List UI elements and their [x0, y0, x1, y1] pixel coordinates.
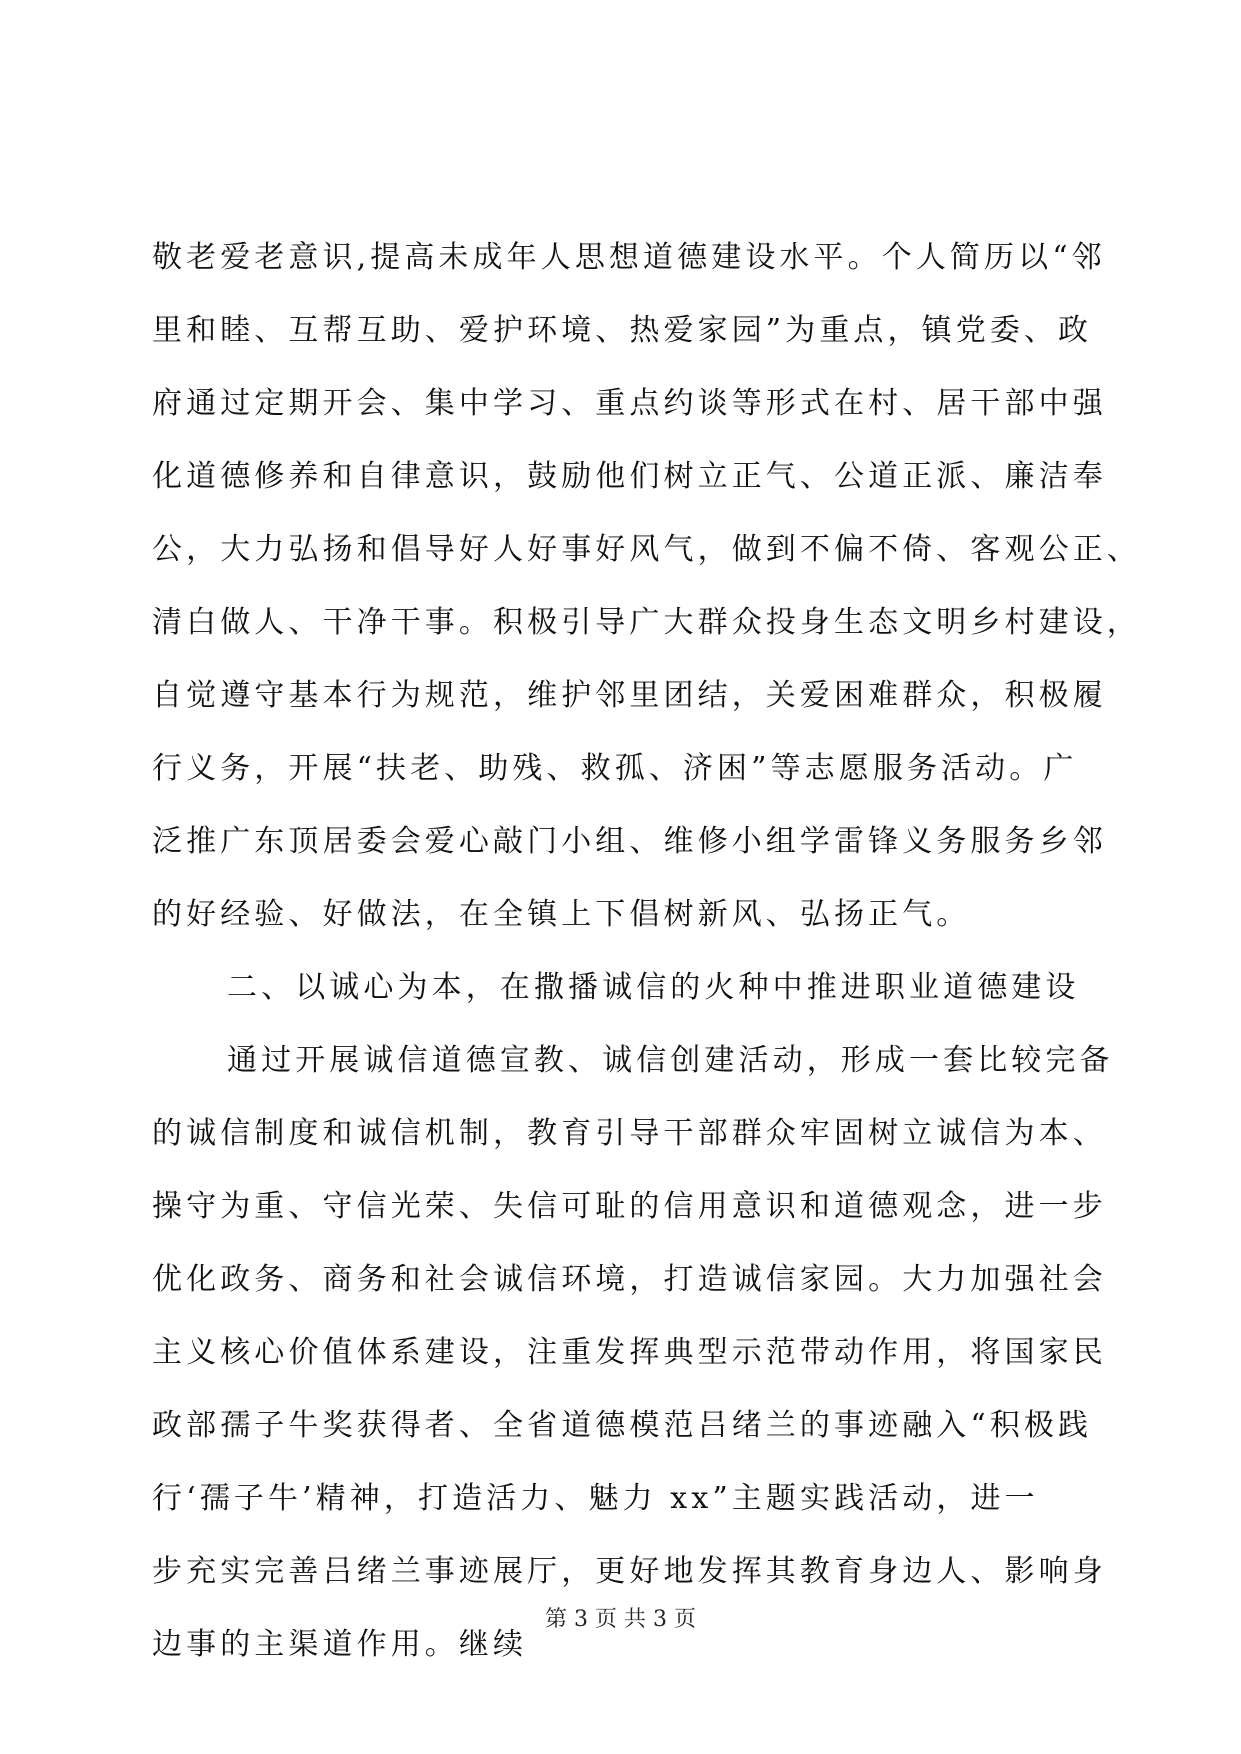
- text-line: 里和睦、互帮互助、爱护环境、热爱家园”为重点，镇党委、政: [152, 313, 1093, 348]
- text-line: 自觉遵守基本行为规范，维护邻里团结，关爱困难群众，积极履: [152, 678, 1107, 713]
- text-line: 府通过定期开会、集中学习、重点约谈等形式在村、居干部中强: [152, 386, 1107, 421]
- section-heading: 二、以诚心为本，在撒播诚信的火种中推进职业道德建设: [227, 970, 1080, 1005]
- text-line: 政部孺子牛奖获得者、全省道德模范吕绪兰的事迹融入“积极践: [152, 1408, 1093, 1443]
- text-line: 行义务，开展“扶老、助残、救孤、济困”等志愿服务活动。广: [152, 751, 1078, 786]
- body-text: [152, 228, 1141, 1688]
- text-line: 清白做人、干净干事。积极引导广大群众投身生态文明乡村建设，: [152, 605, 1141, 640]
- text-line: 的好经验、好做法，在全镇上下倡树新风、弘扬正气。: [152, 897, 971, 932]
- text-line: 操守为重、守信光荣、失信可耻的信用意识和道德观念，进一步: [152, 1189, 1107, 1224]
- text-line: 步充实完善吕绪兰事迹展厅，更好地发挥其教育身边人、影响身: [152, 1554, 1107, 1589]
- text-line: 化道德修养和自律意识，鼓励他们树立正气、公道正派、廉洁奉: [152, 459, 1107, 494]
- text-line: 边事的主渠道作用。继续: [152, 1627, 528, 1662]
- text-line: 泛推广东顶居委会爱心敲门小组、维修小组学雷锋义务服务乡邻: [152, 824, 1107, 859]
- text-line: 公，大力弘扬和倡导好人好事好风气，做到不偏不倚、客观公正、: [152, 532, 1141, 567]
- text-line: 的诚信制度和诚信机制，教育引导干部群众牢固树立诚信为本、: [152, 1116, 1107, 1151]
- text-line: 优化政务、商务和社会诚信环境，打造诚信家园。大力加强社会: [152, 1262, 1107, 1297]
- text-line: 行‘孺子牛’精神，打造活力、魅力 xx”主题实践活动，进一: [152, 1481, 1039, 1516]
- text-line: 通过开展诚信道德宣教、诚信创建活动，形成一套比较完备: [227, 1043, 1114, 1078]
- page-footer: 第 3 页 共 3 页: [545, 1607, 696, 1632]
- text-line: 敬老爱老意识,提高未成年人思想道德建设水平。个人简历以“邻: [152, 240, 1106, 275]
- text-line: 主义核心价值体系建设，注重发挥典型示范带动作用，将国家民: [152, 1335, 1107, 1370]
